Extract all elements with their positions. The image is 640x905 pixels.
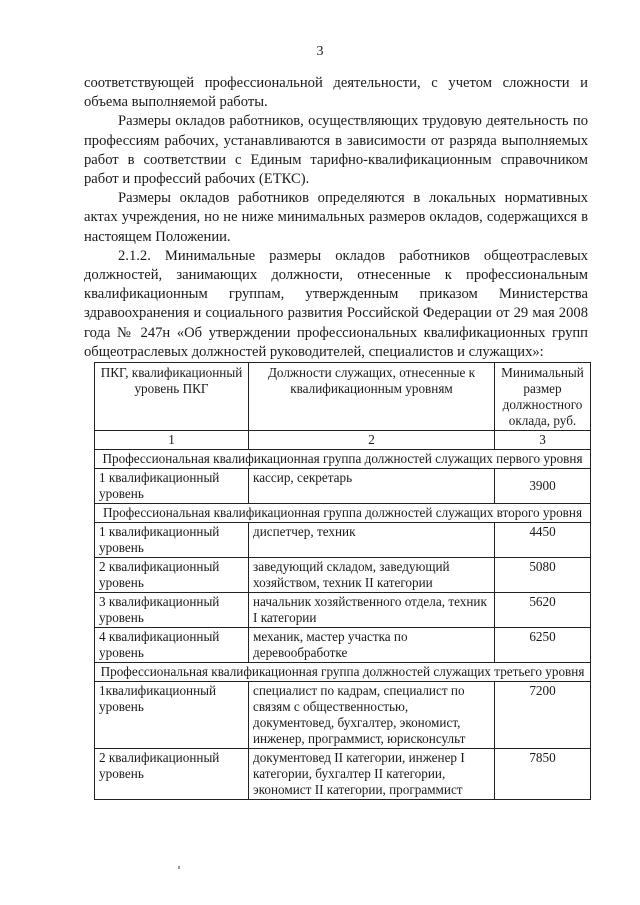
positions-cell: начальник хозяйственного отдела, техник I категории [249, 593, 495, 628]
positions-cell: документовед II категории, инженер I категории, бухгалтер II категории, экономист II категории, программист [249, 749, 495, 800]
header-pkg-level: ПКГ, квалификационный уровень ПКГ [95, 363, 249, 431]
level-cell: 1 квалификационный уровень [95, 523, 249, 558]
group-title: Профессиональная квалификационная группа должностей служащих третьего уровня [95, 663, 591, 682]
level-cell: 1 квалификационный уровень [95, 469, 249, 504]
paragraph-continuation: соответствующей профессиональной деятельности, с учетом сложности и объема выполняемой работы. [84, 75, 588, 111]
column-number: 1 [95, 431, 249, 450]
table-row [95, 749, 591, 800]
column-number: 2 [249, 431, 495, 450]
positions-cell: специалист по кадрам, специалист по связям с общественностью, документовед, бухгалтер, экономист, инженер, программист, юрисконсульт [249, 682, 495, 749]
level-cell: 4 квалификационный уровень [95, 628, 249, 663]
table-row [95, 682, 591, 749]
table-row [95, 523, 591, 558]
column-number: 3 [495, 431, 591, 450]
group-header-row [95, 504, 591, 523]
group-title: Профессиональная квалификационная группа должностей служащих первого уровня [95, 450, 591, 469]
page-number: 3 [316, 44, 324, 59]
salary-cell: 7850 [495, 749, 591, 800]
body-text [84, 74, 588, 362]
level-cell: 2 квалификационный уровень [95, 749, 249, 800]
group-title: Профессиональная квалификационная группа должностей служащих второго уровня [95, 504, 591, 523]
group-header-row [95, 663, 591, 682]
salary-table [94, 362, 591, 800]
header-positions: Должности служащих, отнесенные к квалификационным уровням [249, 363, 495, 431]
column-number-row [95, 431, 591, 450]
salary-cell: 6250 [495, 628, 591, 663]
group-header-row [95, 450, 591, 469]
paragraph-local-acts: Размеры окладов работников определяются в локальных нормативных актах учреждения, но не ниже минимальных размеров окладов, содержащихся в настоящем Положении. [84, 190, 588, 245]
salary-cell: 5080 [495, 558, 591, 593]
paragraph-workers-salaries: Размеры окладов работников, осуществляющих трудовую деятельность по профессиям рабочих, устанавливаются в зависимости от разряда выполняемых работ в соответствии с Единым тарифно-квалификационным справочником работ и профессий рабочих (ЕТКС). [84, 113, 588, 188]
positions-cell: механик, мастер участка по деревообработке [249, 628, 495, 663]
level-cell: 1квалификационный уровень [95, 682, 249, 749]
positions-cell: заведующий складом, заведующий хозяйством, техник II категории [249, 558, 495, 593]
salary-cell: 5620 [495, 593, 591, 628]
salary-cell: 4450 [495, 523, 591, 558]
positions-cell: диспетчер, техник [249, 523, 495, 558]
table-header-row [95, 363, 591, 431]
table-row [95, 469, 591, 504]
header-min-salary: Минимальный размер должностного оклада, руб. [495, 363, 591, 431]
positions-cell: кассир, секретарь [249, 469, 495, 504]
salary-cell: 3900 [495, 469, 591, 504]
paragraph-2-1-2: 2.1.2. Минимальные размеры окладов работников общеотраслевых должностей, занимающих должности, отнесенные к профессиональным квалификационным группам, утвержденным приказом Министерства здравоохранения и социального развития Российской Федерации от 29 мая 2008 года № 247н «Об утверждении профессиональных квалификационных групп общеотраслевых должностей руководителей, специалистов и служащих»: [84, 247, 588, 360]
table-row [95, 628, 591, 663]
table-row [95, 558, 591, 593]
level-cell: 2 квалификационный уровень [95, 558, 249, 593]
table-row [95, 593, 591, 628]
level-cell: 3 квалификационный уровень [95, 593, 249, 628]
scan-mark [178, 866, 180, 869]
salary-cell: 7200 [495, 682, 591, 749]
